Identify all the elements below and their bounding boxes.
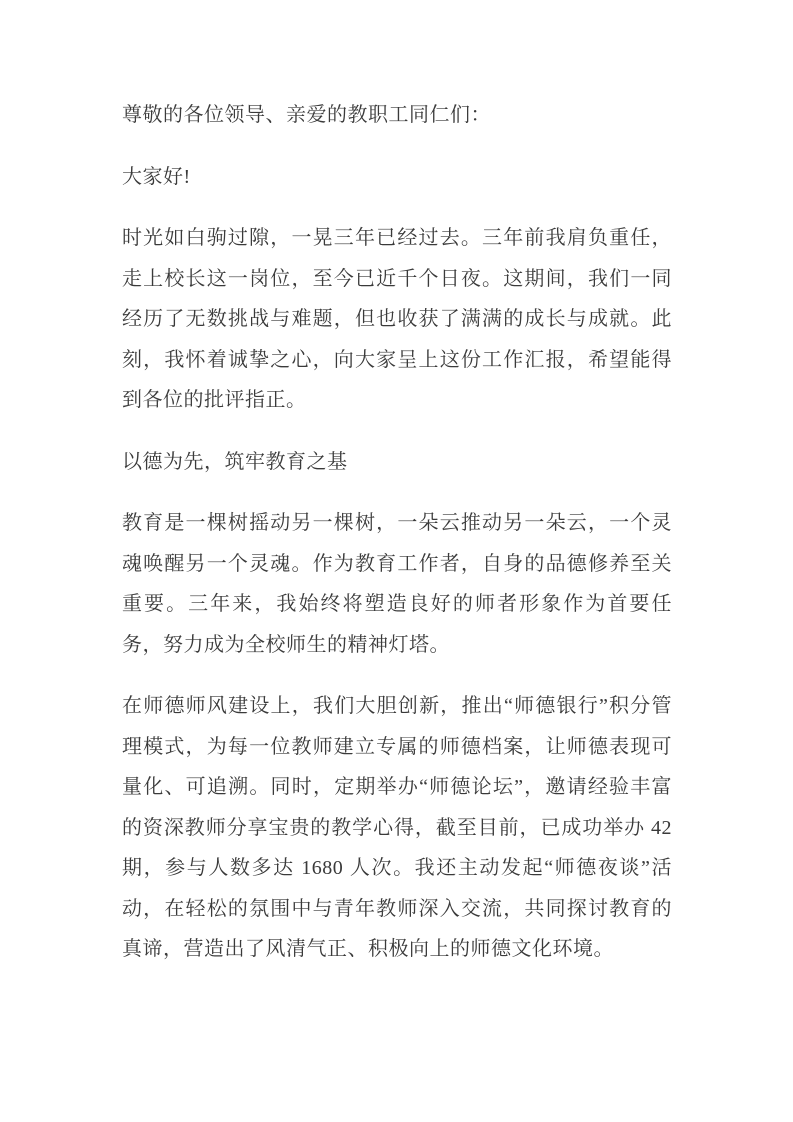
section-heading-ethics: 以德为先，筑牢教育之基 — [122, 450, 348, 473]
greeting-line: 尊敬的各位领导、亲爱的教职工同仁们： — [122, 104, 491, 126]
body-paragraph-ethics-programs: 在师德师风建设上，我们大胆创新，推出“师德银行”积分管理模式，为每一位教师建立专属的师德档案，让师德表现可量化、可追溯。同时，定期举办“师德论坛”，邀请经验丰富的资深教师分享宝贵的教学心得，截至目前，已成功举办 42 期，参与人数多达 1680 人次。我还主动发起“师德夜谈”活动，在轻松的氛围中与青年教师深入交流，共同探讨教育的真谛，营造出了风清气正、积极向上的师德文化环境。 — [122, 695, 672, 960]
body-paragraph-ethics-philosophy: 教育是一棵树摇动另一棵树，一朵云推动另一朵云，一个灵魂唤醒另一个灵魂。作为教育工作者，自身的品德修养至关重要。三年来，我始终将塑造良好的师者形象作为首要任务，努力成为全校师生的精神灯塔。 — [122, 512, 672, 656]
body-paragraph-intro: 时光如白驹过隙，一晃三年已经过去。三年前我肩负重任，走上校长这一岗位，至今已近千个日夜。这期间，我们一同经历了无数挑战与难题，但也收获了满满的成长与成就。此刻，我怀着诚挚之心，向大家呈上这份工作汇报，希望能得到各位的批评指正。 — [122, 227, 672, 411]
salutation-line: 大家好! — [122, 165, 191, 188]
